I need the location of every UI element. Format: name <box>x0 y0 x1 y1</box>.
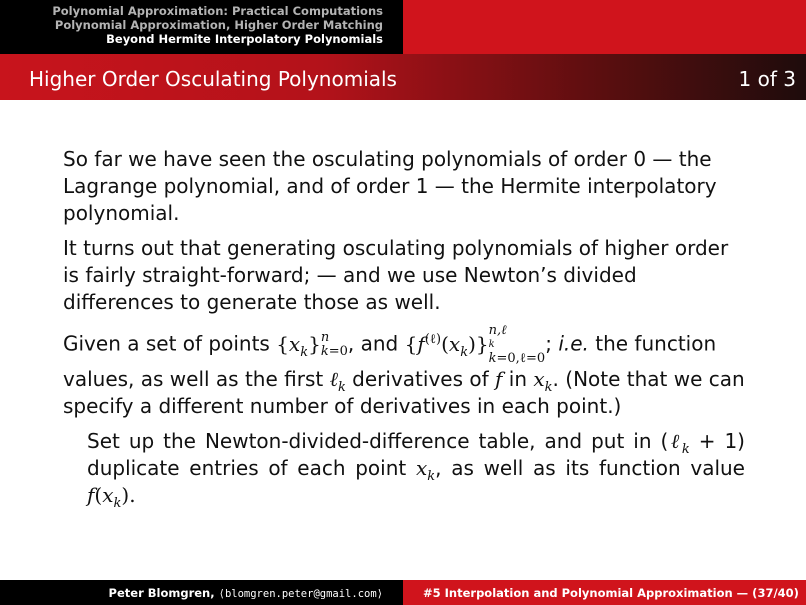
frame-counter: 1 of 3 <box>738 67 796 91</box>
nav-section-current[interactable]: Beyond Hermite Interpolatory Polynomials <box>106 32 383 46</box>
footer-author <box>109 586 383 600</box>
nav-right-panel <box>403 0 806 54</box>
nav-section-2[interactable]: Polynomial Approximation, Higher Order Matching <box>54 18 383 32</box>
formula-f: f <box>495 367 503 391</box>
footer-bar <box>0 580 806 605</box>
formula-xk: $x_k$ <box>533 367 553 395</box>
text-note: . (Note that we can specify a different number of derivatives in each point.) <box>63 367 745 418</box>
formula-fxk: f <box>87 483 95 507</box>
paragraph-newton-table: Set up the Newton-divided-difference table, and put in (ℓ$_k$ + 1) duplicate entries of each point $x_k$, as well as its function value $f(x_k)$. <box>87 429 745 511</box>
nav-section-1[interactable]: Polynomial Approximation: Practical Computations <box>52 4 383 18</box>
text-ie: i.e. <box>558 331 589 356</box>
frame-title-bar <box>0 54 806 100</box>
text-derivatives-of: derivatives of <box>345 367 496 391</box>
text-function-value: , as well as its function value <box>435 456 745 480</box>
formula-derivatives: $\{f^{(\ell)}(x_k)\}$ n,ℓ k k=0,ℓ=0 <box>404 323 546 366</box>
paragraph-given-points <box>63 324 745 420</box>
footer-left-panel <box>0 580 403 605</box>
text-function-values: the function values, as well as the first <box>63 331 717 391</box>
nav-left-panel <box>0 0 403 54</box>
frame-title: Higher Order Osculating Polynomials <box>29 67 397 91</box>
formula-lk: ℓ$_k$ <box>329 367 346 395</box>
formula-xk-point: $x_k$ <box>415 456 436 484</box>
paragraph-higher-order: It turns out that generating osculating polynomials of higher order is fairly straight-forward; — and we use Newton’s divided differences to generate those as well. <box>63 236 729 314</box>
footer-talk-title[interactable]: #5 Interpolation and Polynomial Approximation — (37/40) <box>423 586 799 600</box>
navigation-header <box>0 0 806 54</box>
text-duplicate: + 1) duplicate entries of each point <box>87 429 745 480</box>
text-given: Given a set of points <box>63 331 277 356</box>
author-email: ⟨blomgren.peter@gmail.com⟩ <box>218 588 383 600</box>
text-in: in <box>502 367 534 391</box>
text-semicolon: ; <box>545 331 559 356</box>
author-name: Peter Blomgren, <box>108 586 215 600</box>
slide-content <box>63 146 745 509</box>
paragraph-osculating-intro: So far we have seen the osculating polynomials of order 0 — the Lagrange polynomial, and of order 1 — the Hermite interpolatory polynomial. <box>63 147 717 225</box>
text-and: , and <box>347 331 405 356</box>
nav-section-list <box>52 4 383 46</box>
formula-lk-plus: ℓ$_k$ <box>668 429 690 457</box>
footer-right-panel <box>403 580 806 605</box>
text-setup: Set up the Newton-divided-difference table, and put in ( <box>87 429 669 453</box>
formula-points: $\{x_k\}$ n k=0 <box>276 330 348 360</box>
